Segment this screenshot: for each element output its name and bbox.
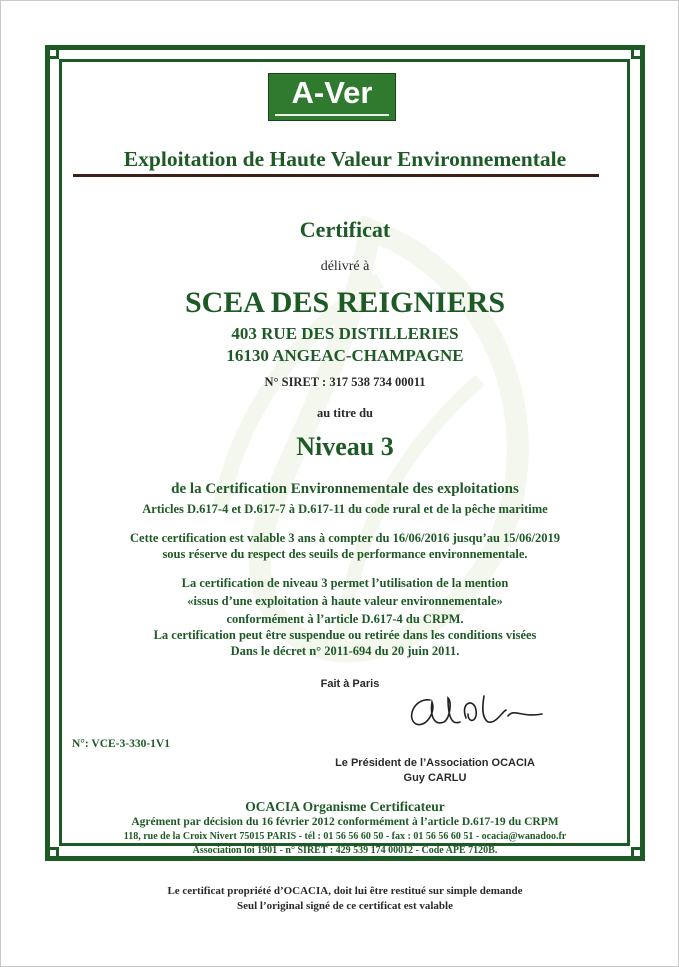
frame-corner <box>45 847 59 861</box>
delivered-to: délivré à <box>320 259 370 274</box>
title-rule <box>73 174 599 177</box>
holder-name: SCEA DES REIGNIERS <box>184 286 506 319</box>
certification-level: Niveau 3 <box>296 432 394 461</box>
validity-line2: sous réserve du respect des seuils de performance environnementale. <box>162 547 528 561</box>
as-title: au titre du <box>316 406 374 420</box>
certification-name-line <box>60 481 630 498</box>
signatory-name: Guy CARLU <box>403 772 467 784</box>
validity-line1: Cette certification est valable 3 ans à compter du 16/06/2016 jusqu’au 15/06/2019 <box>130 531 560 545</box>
mention-line5: Dans le décret n° 2011-694 du 20 juin 2011. <box>230 644 460 658</box>
certificate-heading: Certificat <box>299 217 391 242</box>
a-ver-logo <box>268 73 396 121</box>
mention-line2: «issus d’une exploitation à haute valeur environnementale» <box>187 594 503 608</box>
address-line1: 403 RUE DES DISTILLERIES <box>231 324 459 343</box>
signature-graphic <box>402 688 544 736</box>
document-title: Exploitation de Haute Valeur Environnementale <box>123 147 567 171</box>
notice-line2: Seul l’original signé de ce certificat est valable <box>237 900 453 912</box>
frame-corner <box>631 45 645 59</box>
frame-corner <box>631 847 645 861</box>
certificate-reference: N°: VCE-3-330-1V1 <box>72 738 170 750</box>
footer-org: OCACIA Organisme Certificateur <box>245 799 445 814</box>
notice-line1: Le certificat propriété d’OCACIA, doit lui être restitué sur simple demande <box>167 885 523 897</box>
logo-text: A-Ver <box>291 75 373 110</box>
articles-reference: Articles D.617-4 et D.617-7 à D.617-11 du code rural et de la pêche maritime <box>142 502 548 516</box>
siret: N° SIRET : 317 538 734 00011 <box>264 375 426 389</box>
frame-corner <box>45 45 59 59</box>
cert-name: Certification Environnementale des exploitations <box>205 481 519 497</box>
cert-prefix: de la <box>171 481 202 497</box>
mention-line4: La certification peut être suspendue ou retirée dans les conditions visées <box>153 628 537 642</box>
mention-line3: conformément à l’article D.617-4 du CRPM. <box>226 612 464 626</box>
footer-agrement: Agrément par décision du 16 février 2012 conformément à l’article D.617-19 du CRPM <box>131 816 559 828</box>
footer-address: 118, rue de la Croix Nivert 75015 PARIS - tél : 01 56 56 60 50 - fax : 01 56 56 60 51 - ocacia@wanadoo.fr <box>123 831 567 842</box>
issued-place: Fait à Paris <box>320 678 380 690</box>
address-line2: 16130 ANGEAC-CHAMPAGNE <box>226 346 464 365</box>
footer-association: Association loi 1901 - n° SIRET : 429 539 174 00012 - Code APE 7120B. <box>192 845 498 856</box>
signatory-role: Le Président de l’Association OCACIA <box>335 757 535 769</box>
mention-line1: La certification de niveau 3 permet l’utilisation de la mention <box>181 576 509 590</box>
